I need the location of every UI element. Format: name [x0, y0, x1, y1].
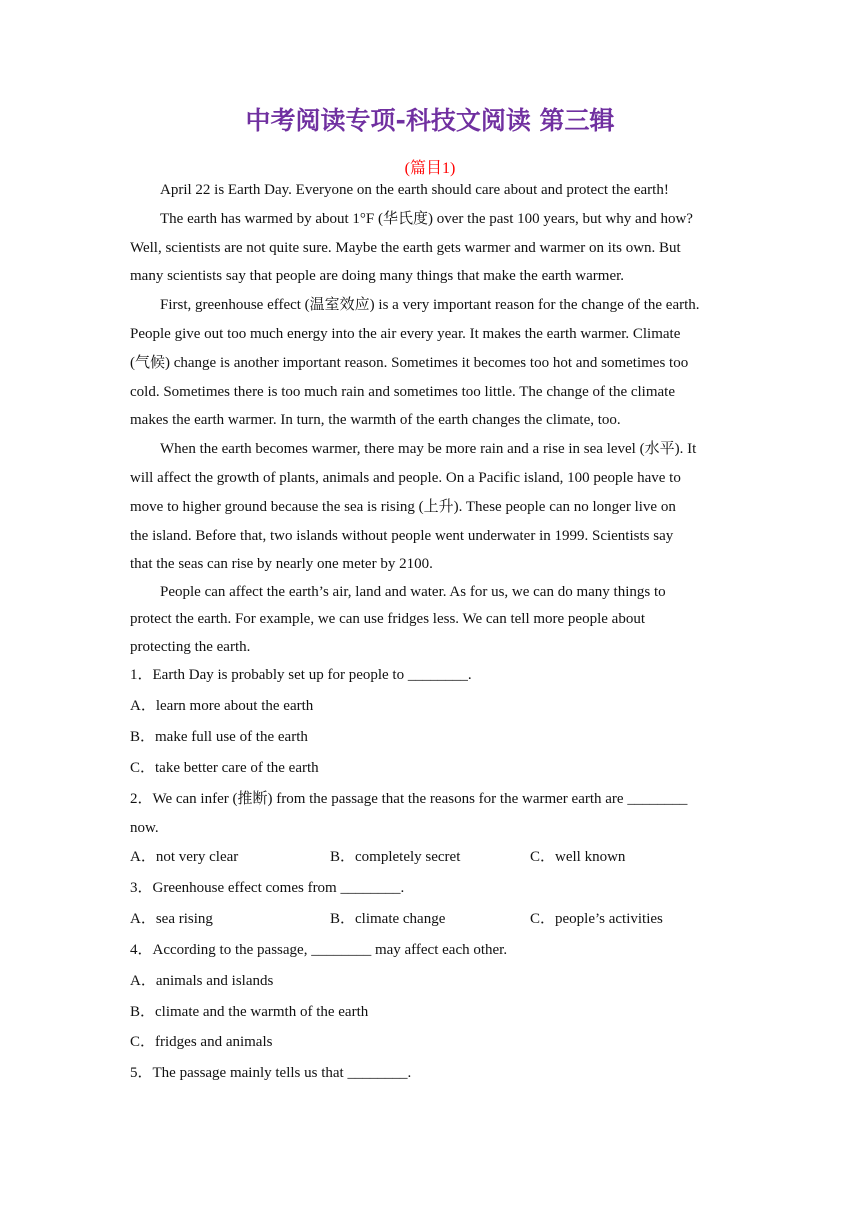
passage-line: will affect the growth of plants, animals and people. On a Pacific island, 100 people have to: [130, 470, 681, 486]
passage-line: many scientists say that people are doing many things that make the earth warmer.: [130, 268, 625, 284]
passage-number: (篇目1): [404, 160, 456, 177]
passage-line: People give out too much energy into the air every year. It makes the earth warmer. Climate: [130, 326, 681, 342]
question-3-option-a: A．sea rising: [130, 911, 213, 927]
question-5-stem: 5．The passage mainly tells us that ________.: [130, 1065, 412, 1081]
question-3-stem: 3．Greenhouse effect comes from ________.: [130, 880, 405, 896]
passage-line: (气候) change is another important reason. Sometimes it becomes too hot and sometimes too: [130, 355, 689, 371]
passage-line: April 22 is Earth Day. Everyone on the earth should care about and protect the earth!: [160, 182, 669, 198]
question-4-option-a: A．animals and islands: [130, 973, 274, 989]
passage-line: People can affect the earth’s air, land and water. As for us, we can do many things to: [160, 584, 666, 600]
question-4-option-b: B．climate and the warmth of the earth: [130, 1004, 369, 1020]
question-1-stem: 1．Earth Day is probably set up for people to ________.: [130, 667, 472, 683]
passage-line: First, greenhouse effect (温室效应) is a very important reason for the change of the earth.: [160, 297, 700, 313]
question-2-stem: 2．We can infer (推断) from the passage that the reasons for the warmer earth are ________: [130, 791, 688, 807]
question-2-option-b: B．completely secret: [330, 849, 461, 865]
question-2-stem-continued: now.: [130, 820, 159, 836]
question-1-option-a: A．learn more about the earth: [130, 698, 314, 714]
question-3-option-c: C．people’s activities: [530, 911, 663, 927]
passage-line: protecting the earth.: [130, 639, 251, 655]
passage-line: that the seas can rise by nearly one meter by 2100.: [130, 556, 433, 572]
passage-line: move to higher ground because the sea is rising (上升). These people can no longer live on: [130, 499, 676, 515]
page-title: 中考阅读专项-科技文阅读 第三辑: [245, 106, 615, 135]
passage-line: makes the earth warmer. In turn, the warmth of the earth changes the climate, too.: [130, 412, 621, 428]
passage-line: When the earth becomes warmer, there may be more rain and a rise in sea level (水平). It: [160, 441, 697, 457]
question-2-option-c: C．well known: [530, 849, 626, 865]
passage-line: protect the earth. For example, we can use fridges less. We can tell more people about: [130, 611, 645, 627]
question-2-option-a: A．not very clear: [130, 849, 239, 865]
question-4-stem: 4．According to the passage, ________ may affect each other.: [130, 942, 508, 958]
passage-line: The earth has warmed by about 1°F (华氏度) over the past 100 years, but why and how?: [160, 211, 693, 227]
question-1-option-c: C．take better care of the earth: [130, 760, 319, 776]
passage-line: cold. Sometimes there is too much rain and sometimes too little. The change of the climate: [130, 384, 676, 400]
question-3-option-b: B．climate change: [330, 911, 446, 927]
passage-line: Well, scientists are not quite sure. Maybe the earth gets warmer and warmer on its own. But: [130, 240, 681, 256]
question-4-option-c: C．fridges and animals: [130, 1034, 273, 1050]
passage-line: the island. Before that, two islands without people went underwater in 1999. Scientists say: [130, 528, 674, 544]
question-1-option-b: B．make full use of the earth: [130, 729, 308, 745]
